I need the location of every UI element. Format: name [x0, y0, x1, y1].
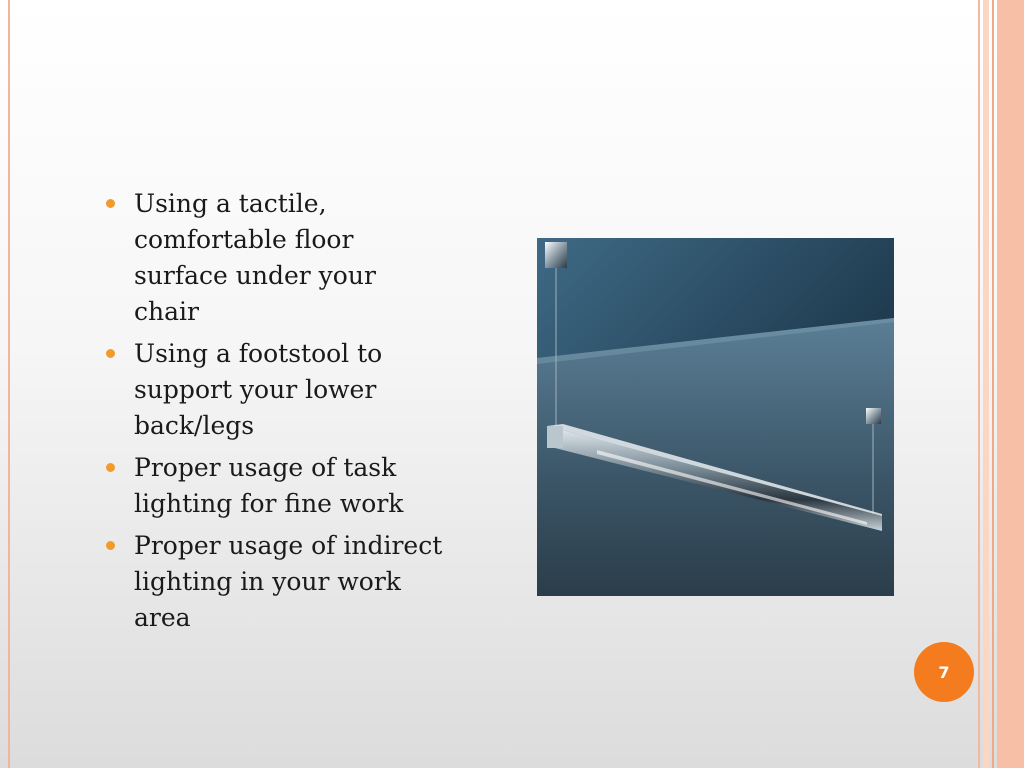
page-number: 7	[938, 662, 950, 682]
bullet-text: Using a footstool to support your lower back/legs	[134, 339, 383, 440]
bullet-item	[104, 336, 444, 444]
bullet-item	[104, 528, 444, 636]
page-number-badge	[914, 642, 974, 702]
bullet-text: Using a tactile, comfortable floor surface under your chair	[134, 189, 376, 326]
bullet-item	[104, 186, 444, 330]
bullet-text: Proper usage of task lighting for fine work	[134, 453, 404, 518]
right-decorative-stripes	[978, 0, 1024, 768]
left-border-line	[8, 0, 10, 768]
bullet-text: Proper usage of indirect lighting in your work area	[134, 531, 443, 632]
bullet-item	[104, 450, 444, 522]
pendant-light-image	[537, 238, 894, 596]
bullet-dot-icon	[106, 349, 115, 358]
bullet-dot-icon	[106, 541, 115, 550]
bullet-list	[104, 186, 444, 636]
bullet-dot-icon	[106, 199, 115, 208]
pendant-light-photo	[537, 238, 894, 596]
bullet-dot-icon	[106, 463, 115, 472]
bullet-list-container	[104, 186, 444, 642]
